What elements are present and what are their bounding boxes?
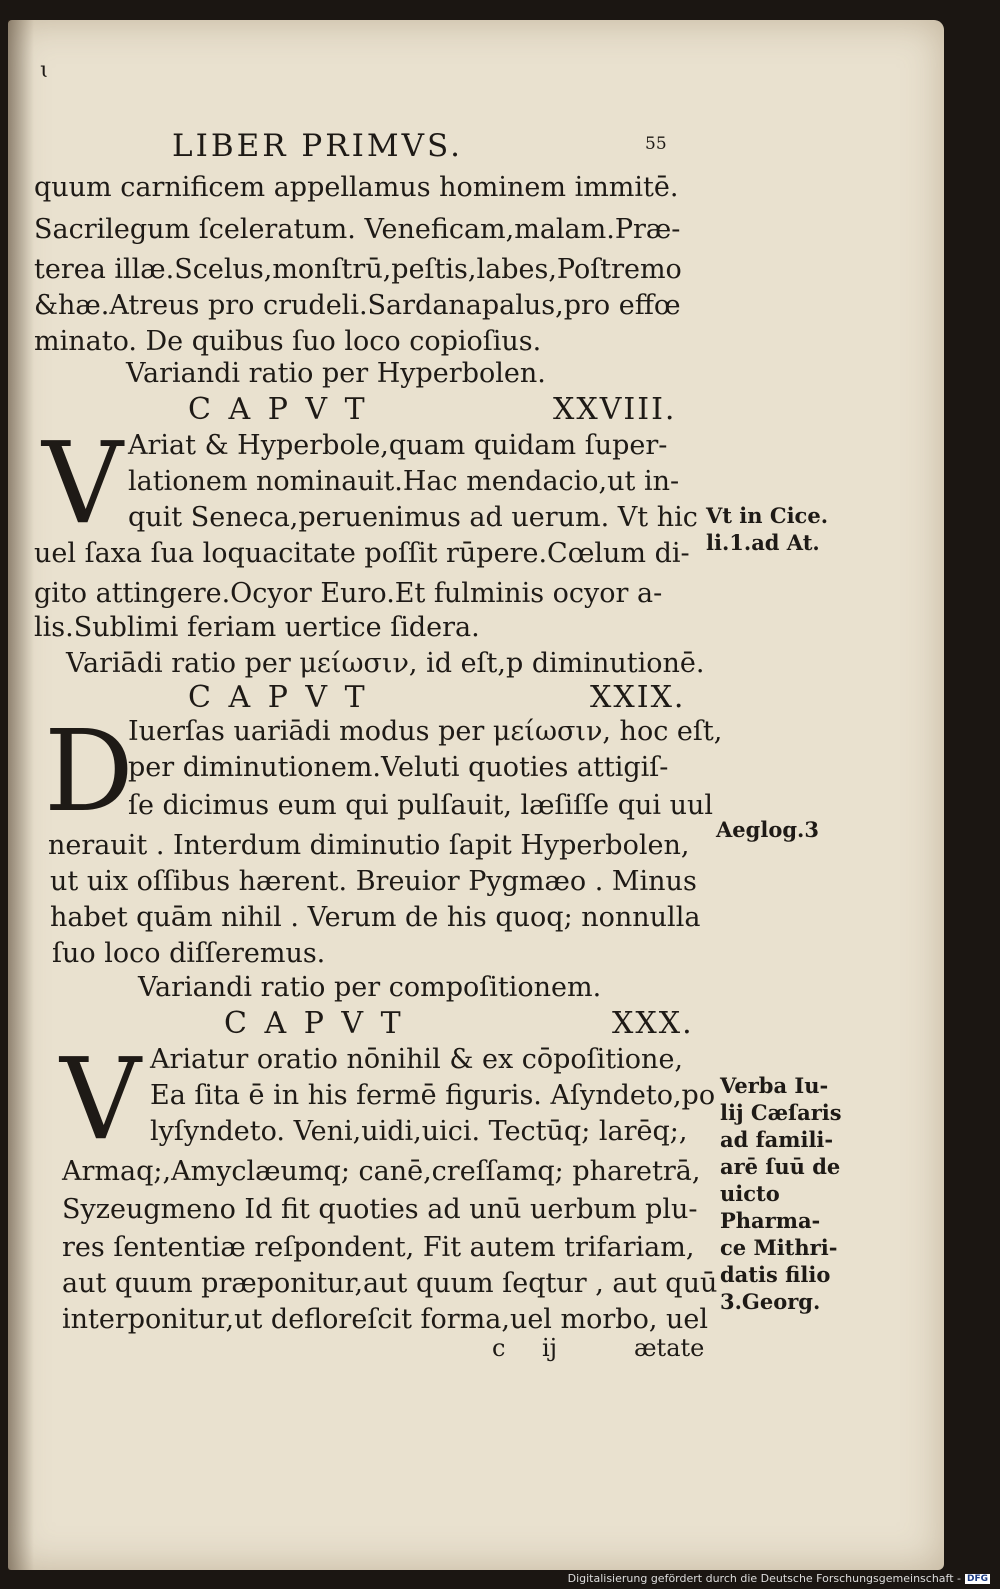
drop-initial: V	[60, 1035, 141, 1165]
text-line: ſuo loco diſſeremus.	[52, 938, 326, 969]
marginal-note-line: Pharma-	[720, 1208, 821, 1233]
text-line: Armaq;,Amyclæumq; canē,creſſamq; pharetrā,	[62, 1156, 701, 1187]
marginal-note-line: datis filio	[720, 1262, 831, 1287]
digitization-credit	[568, 1572, 990, 1585]
section-heading: Variandi ratio per compoſitionem.	[138, 972, 602, 1003]
text-line: Syzeugmeno Id fit quoties ad unū uerbum plu-	[62, 1194, 698, 1225]
text-line: Iuerſas uariādi modus per μείωσιν, hoc eſt,	[128, 716, 723, 747]
drop-initial: D	[44, 707, 134, 837]
corner-mark: ɩ	[40, 58, 49, 83]
credit-text: Digitalisierung gefördert durch die Deutsche Forschungsgemeinschaft -	[567, 1572, 961, 1585]
catchword: ætate	[634, 1334, 705, 1362]
drop-initial: V	[42, 419, 123, 549]
text-line: lationem nominauit.Hac mendacio,ut in-	[128, 466, 680, 497]
text-line: uel ſaxa ſua loquacitate poſſit rūpere.Cœlum di-	[34, 538, 690, 569]
signature-number: ij	[542, 1334, 558, 1362]
marginal-note	[706, 502, 828, 556]
marginal-note-line: Verba Iu-	[720, 1073, 829, 1098]
marginal-note-line: 3.Georg.	[720, 1289, 821, 1314]
page-gutter-shadow	[8, 20, 34, 1570]
marginal-note	[716, 816, 819, 843]
marginal-note-line: ce Mithri-	[720, 1235, 838, 1260]
folio-number: 55	[645, 134, 667, 154]
text-line: Ariatur oratio nōnihil & ex cōpoſitione,	[150, 1044, 683, 1075]
section-heading: Variādi ratio per μείωσιν, id eſt,p diminutionē.	[66, 648, 705, 679]
marginal-note-line: Vt in Cice.	[706, 503, 829, 528]
marginal-note-line: uicto	[720, 1181, 780, 1206]
chapter-label: C A P V T	[224, 1006, 405, 1041]
text-line: minato. De quibus ſuo loco copioſius.	[34, 326, 542, 357]
text-line: lis.Sublimi feriam uertice ſidera.	[34, 612, 480, 643]
text-line: ut uix oſſibus hærent. Breuior Pygmæo . Minus	[50, 866, 697, 897]
text-line: nerauit . Interdum diminutio ſapit Hyperbolen,	[48, 830, 690, 861]
marginal-note-line: li.1.ad At.	[706, 530, 820, 555]
text-line: aut quum præponitur,aut quum ſeqtur , aut quū	[62, 1268, 718, 1299]
chapter-label: C A P V T	[188, 392, 369, 427]
chapter-label: C A P V T	[188, 680, 369, 715]
text-line: lyſyndeto. Veni,uidi,uici. Tectūq; larēq;,	[150, 1116, 688, 1147]
chapter-number: XXVIII.	[553, 392, 677, 427]
text-line: habet quām nihil . Verum de his quoq; nonnulla	[50, 902, 701, 933]
marginal-note	[720, 1072, 842, 1315]
marginal-note-line: arē ſuū de	[720, 1154, 841, 1179]
marginal-note-line: ad famili-	[720, 1127, 834, 1152]
text-line: Ea ſita ē in his fermē figuris. Aſyndeto,po	[150, 1080, 716, 1111]
text-line: &hæ.Atreus pro crudeli.Sardanapalus,pro effœ	[34, 290, 681, 321]
chapter-number: XXIX.	[590, 680, 686, 715]
text-line: Sacrilegum ſceleratum. Veneficam,malam.Præ-	[34, 214, 681, 245]
text-line: quum carnificem appellamus hominem immitē.	[34, 172, 679, 203]
text-line: gito attingere.Ocyor Euro.Et fulminis ocyor a-	[34, 578, 663, 609]
text-line: per diminutionem.Veluti quoties attigiſ-	[128, 752, 669, 783]
running-header: LIBER PRIMVS.	[172, 128, 463, 164]
marginal-note-line: Aeglog.3	[716, 817, 819, 842]
dfg-logo: DFG	[966, 1573, 988, 1584]
text-line: terea illæ.Scelus,monſtrū,peſtis,labes,Poſtremo	[34, 254, 682, 285]
text-line: Ariat & Hyperbole,quam quidam ſuper-	[128, 430, 668, 461]
signature-mark: c	[492, 1334, 506, 1362]
text-line: res ſententiæ reſpondent, Fit autem trifariam,	[62, 1232, 695, 1263]
text-line: interponitur,ut defloreſcit forma,uel morbo, uel	[62, 1304, 708, 1335]
marginal-note-line: lij Cæſaris	[720, 1100, 842, 1125]
chapter-number: XXX.	[612, 1006, 694, 1041]
section-heading: Variandi ratio per Hyperbolen.	[126, 358, 546, 389]
text-line: ſe dicimus eum qui pulſauit, læſiſſe qui uul	[128, 790, 714, 821]
text-line: quit Seneca,peruenimus ad uerum. Vt hic	[128, 502, 698, 533]
